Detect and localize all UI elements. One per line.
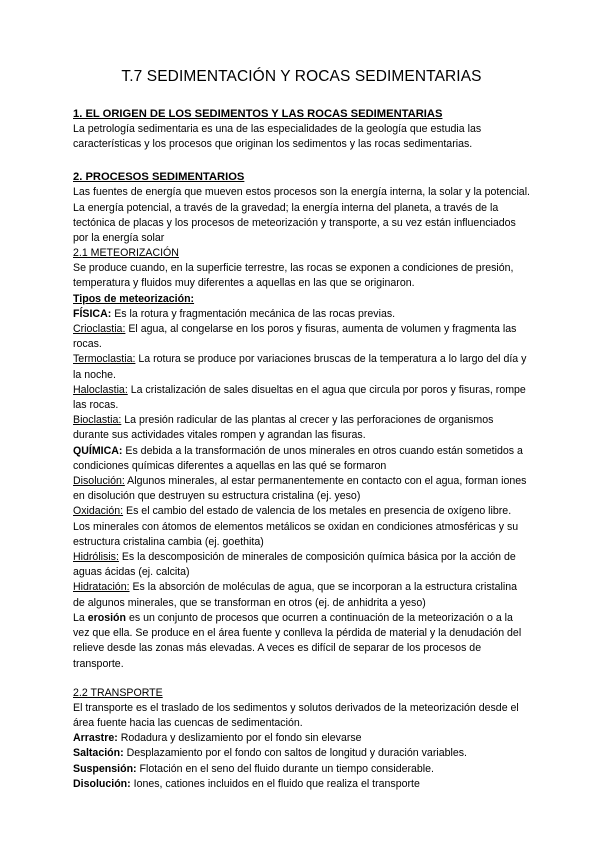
quimica-label: QUÍMICA: [73, 444, 123, 457]
hidrolisis-text: Es la descomposición de minerales de composición química básica por la acción de aguas ácidas (ej. calcita) [73, 551, 516, 579]
quimica-text: Es debida a la transformación de unos minerales en otros cuando están sometidos a condiciones químicas diferentes a aquellas en las qué se formaron [73, 444, 523, 472]
oxidacion-text: Es el cambio del estado de valencia de los metales en presencia de oxígeno libre. Los minerales con átomos de elementos metálicos se oxidan en condiciones atmosféricas y su estructura cristalina cambia (ej. goethita) [73, 505, 519, 548]
saltacion-paragraph [73, 746, 530, 761]
termoclastia-paragraph [73, 352, 530, 382]
crioclastia-text: El agua, al congelarse en los poros y fisuras, aumenta de volumen y fragmenta las rocas. [73, 323, 517, 351]
bioclastia-paragraph [73, 413, 530, 443]
transporte-heading: 2.2 TRANSPORTE [73, 686, 163, 699]
section-2-intro: Las fuentes de energía que mueven estos procesos son la energía interna, la solar y la potencial. La energía potencial, a través de la gravedad; la energía interna del planeta, a través de la tectónica de placas y los procesos de meteorización y transporte, a su vez están influenciados por la energía solar [73, 186, 530, 245]
arrastre-label: Arrastre: [73, 732, 118, 745]
erosion-paragraph [73, 611, 530, 672]
bioclastia-text: La presión radicular de las plantas al crecer y las perforaciones de organismos durante sus actividades vitales rompen y agrandan las fisuras. [73, 414, 494, 442]
section-2-heading: 2. PROCESOS SEDIMENTARIOS [73, 171, 245, 184]
saltacion-label: Saltación: [73, 747, 124, 760]
transporte-disolucion-text: Iones, cationes incluidos en el fluido que realiza el transporte [130, 777, 420, 790]
hidratacion-paragraph [73, 580, 530, 610]
quimica-paragraph [73, 444, 530, 474]
erosion-pre: La [73, 611, 88, 624]
meteorizacion-heading: 2.1 METEORIZACIÓN [73, 247, 179, 260]
termoclastia-text: La rotura se produce por variaciones bruscas de la temperatura a lo largo del día y la noche. [73, 353, 527, 381]
crioclastia-paragraph [73, 322, 530, 352]
hidratacion-text: Es la absorción de moléculas de agua, que se incorporan a la estructura cristalina de algunos minerales, que se transforman en otros (ej. de anhidrita a yeso) [73, 581, 518, 609]
suspension-paragraph [73, 762, 530, 777]
disolucion-paragraph [73, 474, 530, 504]
saltacion-text: Desplazamiento por el fondo con saltos de longitud y duración variables. [123, 747, 467, 760]
hidrolisis-label: Hidrólisis: [73, 551, 119, 564]
arrastre-text: Rodadura y deslizamiento por el fondo sin elevarse [117, 732, 362, 745]
bioclastia-label: Bioclastia: [73, 414, 122, 427]
transporte-disolucion-label: Disolución: [73, 777, 131, 790]
transporte-disolucion-paragraph [73, 777, 530, 792]
fisica-paragraph [73, 307, 530, 322]
suspension-label: Suspensión: [73, 762, 137, 775]
meteorizacion-text: Se produce cuando, en la superficie terrestre, las rocas se exponen a condiciones de presión, temperatura y fluidos muy diferentes a aquellas en las que se originaron. [73, 262, 514, 290]
types-heading: Tipos de meteorización: [73, 292, 195, 305]
crioclastia-label: Crioclastia: [73, 323, 126, 336]
disolucion-text: Algunos minerales, al estar permanentemente en contacto con el agua, forman iones en disolución que destruyen su estructura cristalina (ej. yeso) [73, 475, 527, 503]
suspension-text: Flotación en el seno del fluido durante un tiempo considerable. [136, 762, 434, 775]
oxidacion-paragraph [73, 504, 530, 550]
transporte-text: El transporte es el traslado de los sedimentos y solutos derivados de la meteorización desde el área fuente hacia las cuencas de sedimentación. [73, 701, 519, 729]
haloclastia-paragraph [73, 383, 530, 413]
arrastre-paragraph [73, 731, 530, 746]
document-title: T.7 SEDIMENTACIÓN Y ROCAS SEDIMENTARIAS [121, 68, 482, 85]
fisica-text: Es la rotura y fragmentación mecánica de las rocas previas. [111, 307, 396, 320]
hidratacion-label: Hidratación: [73, 581, 130, 594]
disolucion-label: Disolución: [73, 475, 125, 488]
haloclastia-text: La cristalización de sales disueltas en el agua que circula por poros y fisuras, rompe las rocas. [73, 383, 526, 412]
section-1-text: La petrología sedimentaria es una de las especialidades de la geología que estudia las características y los procesos que originan los sedimentos y las rocas sedimentarias. [73, 123, 482, 151]
termoclastia-label: Termoclastia: [73, 353, 136, 366]
erosion-label: erosión [87, 611, 126, 624]
fisica-label: FÍSICA: [73, 307, 112, 320]
oxidacion-label: Oxidación: [73, 505, 124, 518]
hidrolisis-paragraph [73, 550, 530, 580]
haloclastia-label: Haloclastia: [73, 383, 128, 396]
erosion-text: es un conjunto de procesos que ocurren a continuación de la meteorización o a la vez que ella. Se produce en el área fuente y conlleva la pérdida de material y la denudación del relieve desde las zonas más elevadas. A veces es difícil de separar de los procesos de transporte. [73, 611, 522, 670]
section-1-heading: 1. EL ORIGEN DE LOS SEDIMENTOS Y LAS ROCAS SEDIMENTARIAS [73, 108, 443, 120]
